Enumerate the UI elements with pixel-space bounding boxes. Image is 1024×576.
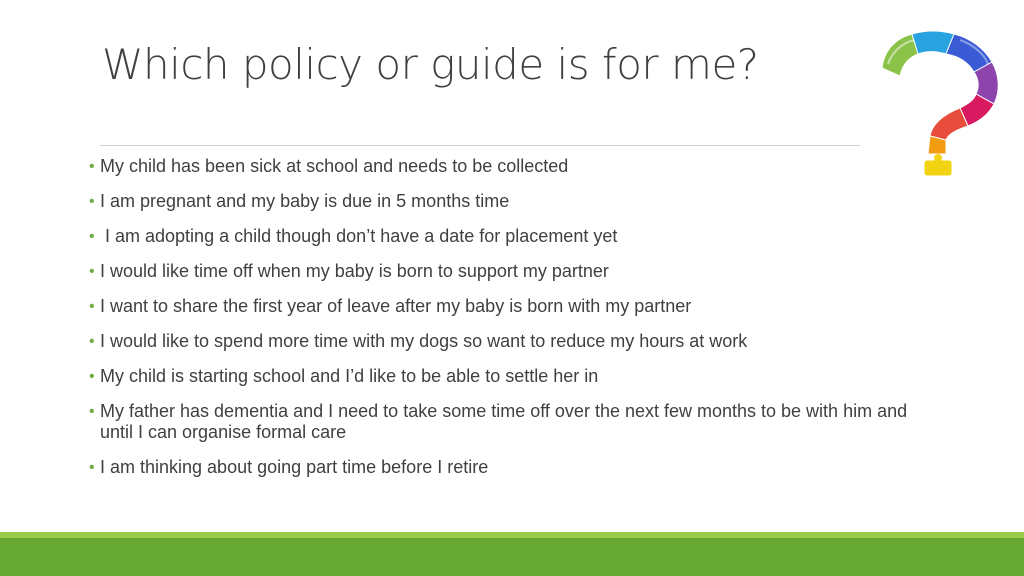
list-item: • I am adopting a child though don’t have a date for placement yet (89, 226, 618, 246)
list-item: • My child has been sick at school and needs to be collected (89, 156, 569, 176)
bullet-icon: • (89, 228, 95, 245)
list-item: • I would like time off when my baby is born to support my partner (89, 261, 609, 281)
bullet-icon: • (89, 158, 95, 175)
bullet-icon: • (89, 298, 95, 315)
bullet-icon: • (89, 333, 95, 350)
list-item: • My child is starting school and I’d like to be able to settle her in (89, 366, 599, 386)
list-item: • I want to share the first year of leave after my baby is born with my partner (89, 296, 692, 316)
bullet-list (89, 156, 929, 492)
bullet-icon: • (89, 403, 95, 420)
bullet-icon: • (89, 263, 95, 280)
list-item: • I would like to spend more time with my dogs so want to reduce my hours at work (89, 331, 748, 351)
bullet-icon: • (89, 459, 95, 476)
slide-title: Which policy or guide is for me? (102, 40, 759, 89)
list-item: • My father has dementia and I need to take some time off over the next few months to be with him and until I can organise formal care (89, 401, 908, 442)
list-item: • I am pregnant and my baby is due in 5 months time (89, 191, 510, 211)
footer-bar (0, 538, 1024, 576)
title-divider (100, 145, 860, 146)
bullet-icon: • (89, 193, 95, 210)
list-item: • I am thinking about going part time before I retire (89, 457, 489, 477)
bullet-icon: • (89, 368, 95, 385)
